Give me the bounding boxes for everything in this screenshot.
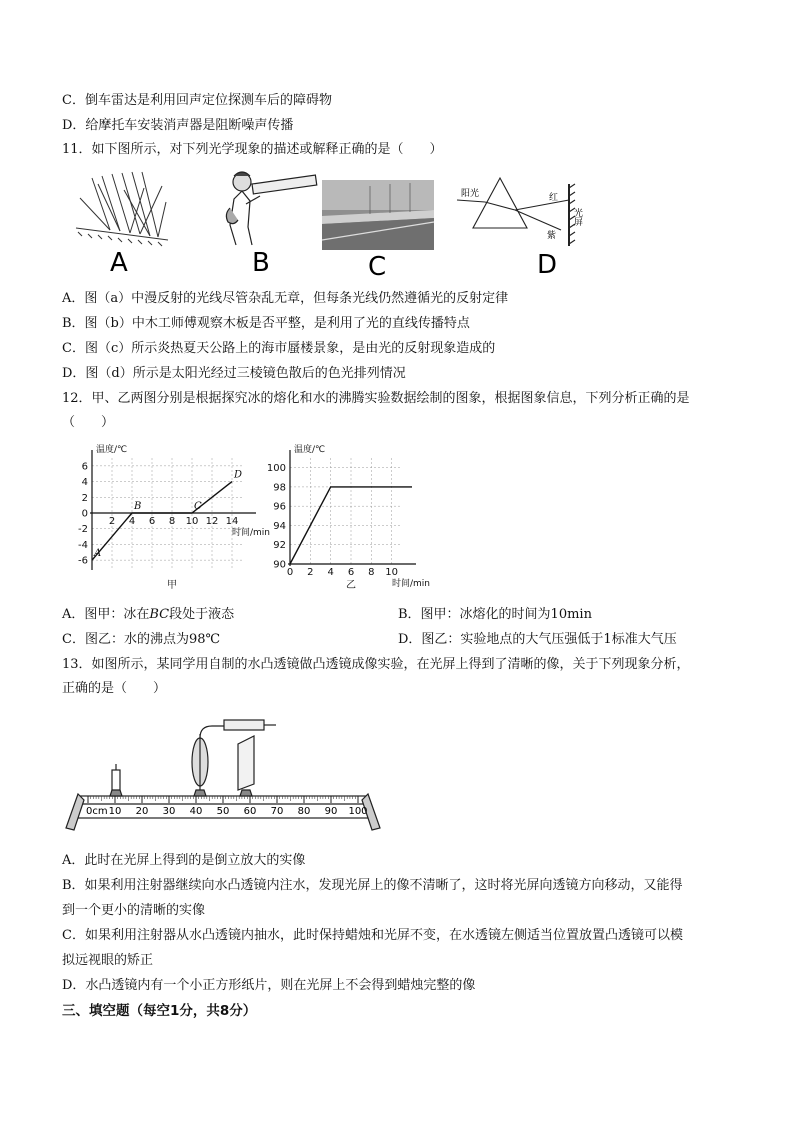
chart-2-y-tick-label: 94 — [273, 520, 286, 532]
chart-2-y-tick-label: 100 — [266, 463, 286, 475]
chart-1-x-tick-label: 10 — [185, 516, 199, 527]
q11-prism-red-label: 红 — [549, 193, 559, 203]
ruler-tick-label: 80 — [297, 806, 311, 817]
chart-1-y-tick-label: -6 — [78, 555, 88, 567]
q12-stem-line1: 12．甲、乙两图分别是根据探究冰的熔化和水的沸腾实验数据绘制的图象，根据图象信息，下列分析正确的是 — [62, 391, 690, 406]
chart-2-y-axis-label: 温度/℃ — [294, 445, 326, 455]
q11-prism-violet-label: 紫 — [547, 231, 557, 241]
chart-1-y-tick-label: 0 — [81, 508, 88, 520]
chart-2-x-tick-label: 8 — [368, 567, 375, 578]
q13-option-a: A．此时在光屏上得到的是倒立放大的实像 — [62, 853, 306, 868]
q12-option-a-suffix: 段处于液态 — [169, 607, 235, 622]
q11-figure-c-mirage-photo — [320, 178, 436, 282]
q13-stem-line2: 正确的是（ ） — [62, 681, 167, 696]
chart-2-x-tick-label: 4 — [327, 567, 334, 578]
chart-1-title: 甲 — [167, 580, 177, 591]
chart-1-y-tick-label: 2 — [81, 492, 88, 504]
q11-figure-a-diffuse-reflection — [62, 168, 172, 278]
chart-1-x-tick-label: 14 — [225, 516, 239, 527]
chart-1-point-label: B — [134, 501, 142, 512]
chart-2-x-tick-label: 6 — [347, 567, 355, 578]
ruler-tick-label: 40 — [189, 806, 203, 817]
q12-charts — [62, 440, 431, 591]
chart-2-x-tick-label: 2 — [307, 567, 314, 578]
chart-1-y-tick-label: 6 — [81, 461, 88, 473]
q11-stem: 11．如下图所示，对下列光学现象的描述或解释正确的是（ ） — [62, 142, 443, 157]
chart-2-title: 乙 — [346, 580, 356, 591]
chart-1-x-tick-label: 2 — [108, 516, 116, 527]
chart-2-x-tick-label: 0 — [286, 567, 294, 578]
ruler-tick-label: 70 — [270, 806, 284, 817]
q13-option-c-line2: 拟远视眼的矫正 — [62, 953, 154, 968]
q13-option-c-line1: C．如果利用注射器从水凸透镜内抽水，此时保持蜡烛和光屏不变，在水透镜左侧适当位置放置凸透镜可以模 — [62, 928, 683, 943]
chart-2-x-tick-label: 10 — [385, 567, 399, 578]
q13-option-b-line1: B．如果利用注射器继续向水凸透镜内注水，发现光屏上的像不清晰了，这时将光屏向透镜方向移动，又能得 — [62, 878, 683, 893]
q10-option-d: D．给摩托车安装消声器是阻断噪声传播 — [62, 118, 294, 133]
chart-1-point-label: D — [234, 469, 243, 481]
ruler-tick-label: 0cm — [86, 806, 108, 817]
ruler-tick-label: 30 — [162, 806, 176, 817]
q11-option-c: C．图（c）所示炎热夏天公路上的海市蜃楼景象，是由光的反射现象造成的 — [62, 341, 496, 356]
chart-1-y-tick-label: -4 — [78, 539, 88, 551]
chart-1-point-label: A — [94, 548, 102, 560]
ruler-tick-label: 100 — [348, 806, 368, 817]
q13-stem-line1: 13．如图所示，某同学用自制的水凸透镜做凸透镜成像实验，在光屏上得到了清晰的像，关于下列现象分析， — [62, 657, 690, 672]
q11-option-a: A．图（a）中漫反射的光线尽管杂乱无章，但每条光线仍然遵循光的反射定律 — [62, 291, 509, 306]
q12-option-b: B．图甲：冰熔化的时间为10min — [398, 607, 592, 622]
q11-figure-d-label: D — [537, 250, 558, 280]
chart-1-y-tick-label: 4 — [81, 477, 88, 489]
q12-option-a-prefix: A．图甲：冰在 — [62, 607, 150, 622]
q12-option-d: D．图乙：实验地点的大气压强低于1标准大气压 — [398, 632, 677, 647]
chart-1-y-tick-label: -2 — [78, 524, 88, 536]
chart-2-y-tick-label: 92 — [273, 540, 286, 552]
q11-figure-c-label: C — [368, 252, 387, 282]
chart-1-y-axis-label: 温度/℃ — [96, 445, 128, 455]
chart-1-x-axis-label: 时间/min — [232, 528, 271, 538]
q13-optical-bench-figure — [62, 708, 382, 838]
section-3-heading: 三、填空题（每空1分，共8分） — [62, 1003, 257, 1019]
chart-2-y-tick-label: 96 — [273, 501, 286, 513]
chart-1-point-label: C — [194, 501, 202, 512]
ruler-tick-label: 60 — [243, 806, 257, 817]
chart-1-x-tick-label: 4 — [128, 516, 136, 527]
ruler-tick-label: 50 — [216, 806, 230, 817]
chart-1-x-tick-label: 6 — [148, 516, 156, 527]
q13-option-b-line2: 到一个更小的清晰的实像 — [62, 903, 206, 918]
q12-stem-line2: （ ） — [62, 415, 115, 430]
ruler-tick-label: 90 — [324, 806, 338, 817]
chart-2-y-tick-label: 90 — [273, 559, 286, 571]
chart-1-x-tick-label: 12 — [205, 516, 219, 527]
q12-option-a — [62, 606, 234, 624]
q11-figure-a-label: A — [110, 248, 128, 278]
q11-prism-screen-label: 光屏 — [572, 208, 582, 226]
q11-option-d: D．图（d）所示是太阳光经过三棱镜色散后的色光排列情况 — [62, 366, 406, 381]
chart-2-y-tick-label: 98 — [273, 482, 286, 494]
q12-option-a-segment: BC — [149, 607, 170, 622]
q11-figure-d-prism — [455, 170, 595, 278]
chart-1-x-tick-label: 8 — [168, 516, 176, 527]
q13-option-d: D．水凸透镜内有一个小正方形纸片，则在光屏上不会得到蜡烛完整的像 — [62, 978, 476, 993]
q12-charts-svg — [62, 440, 431, 591]
chart-2-x-axis-label: 时间/min — [392, 579, 431, 589]
q11-figure-b-carpenter — [212, 168, 322, 278]
q11-prism-sun-label: 阳光 — [461, 189, 480, 199]
q12-option-c: C．图乙：水的沸点为98℃ — [62, 632, 221, 647]
ruler-tick-label: 20 — [135, 806, 149, 817]
q11-figure-b-label: B — [252, 248, 270, 278]
q10-option-c: C．倒车雷达是利用回声定位探测车后的障碍物 — [62, 93, 332, 108]
ruler-tick-label: 10 — [108, 806, 122, 817]
q11-option-b: B．图（b）中木工师傅观察木板是否平整，是利用了光的直线传播特点 — [62, 316, 470, 331]
